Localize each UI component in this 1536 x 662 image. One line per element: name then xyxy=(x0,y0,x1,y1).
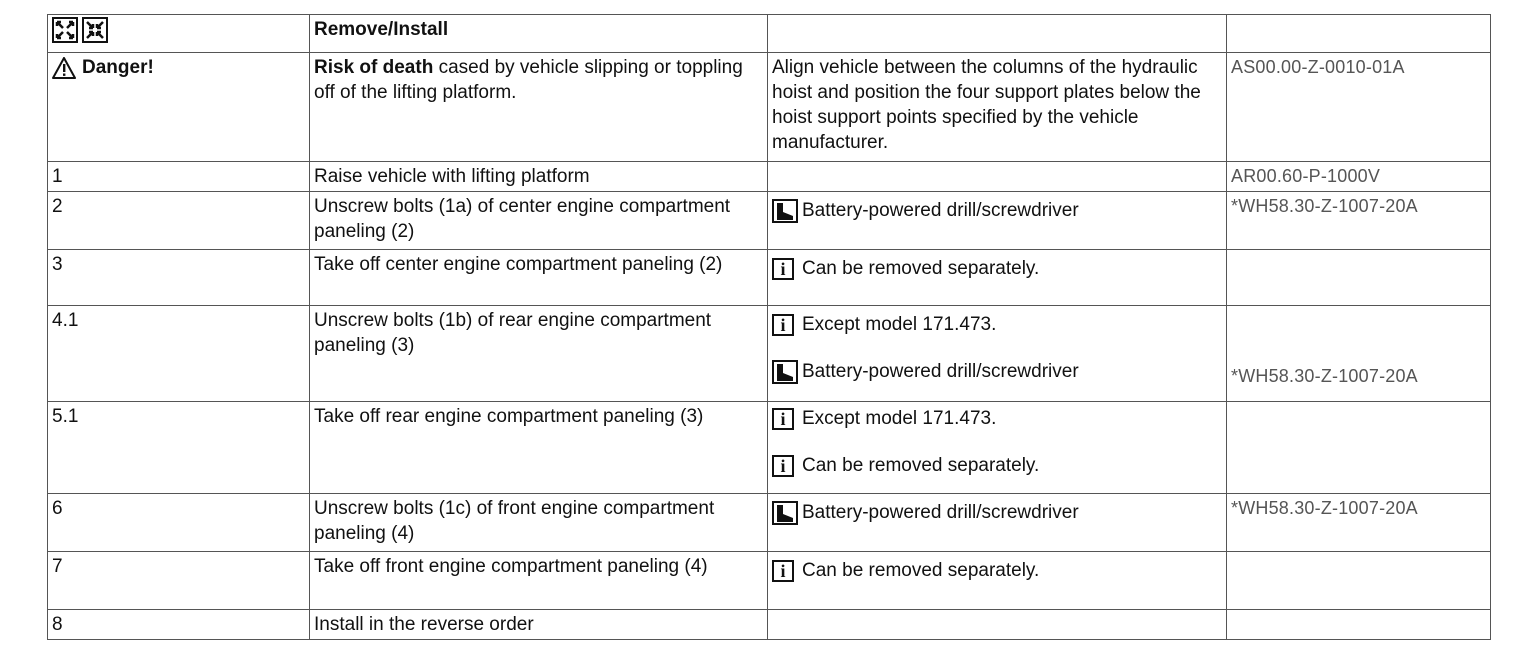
info-note: Except model 171.473. xyxy=(802,408,997,429)
install-icon xyxy=(82,17,108,43)
drill-icon xyxy=(772,199,798,223)
step-text: Take off rear engine compartment paneling (3) xyxy=(310,402,768,494)
danger-row xyxy=(48,53,1491,162)
procedure-table xyxy=(47,14,1491,640)
drill-icon xyxy=(772,360,798,384)
step-number: 2 xyxy=(48,192,310,250)
table-row xyxy=(48,610,1491,640)
table-row xyxy=(48,250,1491,306)
warning-icon xyxy=(52,57,76,79)
info-note: Can be removed separately. xyxy=(802,560,1040,581)
tool-note: Battery-powered drill/screwdriver xyxy=(802,200,1079,221)
danger-instruction: Align vehicle between the columns of the hydraulic hoist and position the four support plates below the hoist support points specified by the vehicle manufacturer. xyxy=(768,53,1227,162)
table-row xyxy=(48,494,1491,552)
step-number: 8 xyxy=(48,610,310,640)
tool-note: Battery-powered drill/screwdriver xyxy=(802,361,1079,382)
step-ref-link[interactable]: AR00.60-P-1000V xyxy=(1227,162,1491,192)
step-text: Take off front engine compartment paneling (4) xyxy=(310,552,768,610)
danger-label: Danger! xyxy=(82,57,154,78)
header-icons-cell xyxy=(48,15,310,53)
page-title: Remove/Install xyxy=(310,15,768,53)
info-icon: i xyxy=(772,408,794,430)
info-icon: i xyxy=(772,314,794,336)
table-row xyxy=(48,402,1491,494)
step-number: 6 xyxy=(48,494,310,552)
info-icon: i xyxy=(772,455,794,477)
info-note: Can be removed separately. xyxy=(802,455,1040,476)
step-text: Install in the reverse order xyxy=(310,610,768,640)
table-row xyxy=(48,306,1491,402)
info-icon: i xyxy=(772,258,794,280)
table-row xyxy=(48,162,1491,192)
table-row xyxy=(48,552,1491,610)
step-text: Unscrew bolts (1a) of center engine compartment paneling (2) xyxy=(310,192,768,250)
tool-note: Battery-powered drill/screwdriver xyxy=(802,502,1079,523)
step-ref-link[interactable]: *WH58.30-Z-1007-20A xyxy=(1227,494,1491,552)
step-ref-link[interactable]: *WH58.30-Z-1007-20A xyxy=(1227,306,1491,402)
info-icon: i xyxy=(772,560,794,582)
step-text: Unscrew bolts (1c) of front engine compartment paneling (4) xyxy=(310,494,768,552)
step-text: Unscrew bolts (1b) of rear engine compartment paneling (3) xyxy=(310,306,768,402)
step-number: 4.1 xyxy=(48,306,310,402)
step-number: 3 xyxy=(48,250,310,306)
table-row xyxy=(48,192,1491,250)
step-number: 5.1 xyxy=(48,402,310,494)
step-ref-link[interactable]: *WH58.30-Z-1007-20A xyxy=(1227,192,1491,250)
step-text: Take off center engine compartment paneling (2) xyxy=(310,250,768,306)
info-note: Except model 171.473. xyxy=(802,314,997,335)
step-number: 7 xyxy=(48,552,310,610)
risk-text: Risk of death cased by vehicle slipping or toppling off of the lifting platform. xyxy=(310,53,768,162)
step-number: 1 xyxy=(48,162,310,192)
step-text: Raise vehicle with lifting platform xyxy=(310,162,768,192)
danger-ref-link[interactable]: AS00.00-Z-0010-01A xyxy=(1227,53,1491,162)
header-row xyxy=(48,15,1491,53)
remove-icon xyxy=(52,17,78,43)
drill-icon xyxy=(772,501,798,525)
info-note: Can be removed separately. xyxy=(802,258,1040,279)
